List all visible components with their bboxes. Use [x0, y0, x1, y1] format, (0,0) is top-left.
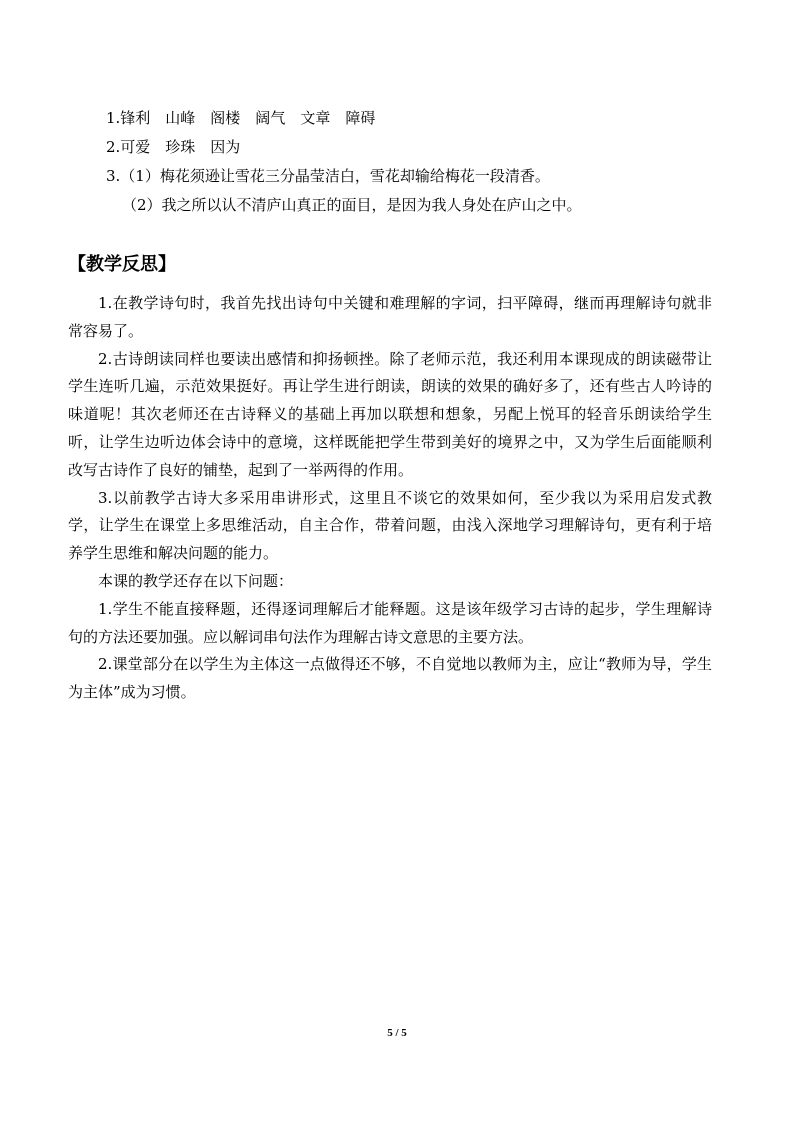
page-number: 5 / 5	[387, 1027, 407, 1039]
paragraph: 2.古诗朗读同样也要读出感情和抑扬顿挫。除了老师示范，我还利用本课现成的朗读磁带让学生连听几遍，示范效果挺好。再让学生进行朗读，朗读的效果的确好多了，还有些古人吟诗的味道呢！其次老师还在古诗释义的基础上再加以联想和想象，另配上悦耳的轻音乐朗读给学生听，让学生边听边体会诗中的意境，这样既能把学生带到美好的境界之中，又为学生后面能顺利改写古诗作了良好的铺垫，起到了一举两得的作用。	[68, 349, 712, 479]
paragraph: 3.以前教学古诗大多采用串讲形式，这里且不谈它的效果如何，至少我以为采用启发式教学，让学生在课堂上多思维活动，自主合作，带着问题，由浅入深地学习理解诗句，更有利于培养学生思维和解决问题的能力。	[68, 488, 712, 563]
reflection-body	[68, 290, 712, 707]
answer-section	[106, 104, 706, 220]
paragraph: 1.学生不能直接释题，还得逐词理解后才能释题。这是该年级学习古诗的起步，学生理解诗句的方法还要加强。应以解词串句法作为理解古诗文意思的主要方法。	[68, 599, 712, 646]
paragraph: 本课的教学还存在以下问题：	[98, 571, 294, 590]
answer-line-3: 3.（1）梅花须逊让雪花三分晶莹洁白，雪花却输给梅花一段清香。	[106, 167, 550, 185]
paragraph: 2.课堂部分在以学生为主体这一点做得还不够，不自觉地以教师为主，应让“教师为导，学生为主体”成为习惯。	[68, 655, 712, 702]
answer-line-2: 2.可爱 珍珠 因为	[106, 138, 241, 156]
paragraph: 1.在教学诗句时，我首先找出诗句中关键和难理解的字词，扫平障碍，继而再理解诗句就非常容易了。	[68, 294, 712, 340]
answer-line-4: （2）我之所以认不清庐山真正的面目，是因为我人身处在庐山之中。	[122, 196, 582, 214]
section-heading: 【教学反思】	[68, 254, 176, 275]
answer-line-1: 1.锋利 山峰 阁楼 阔气 文章 障碍	[106, 109, 376, 127]
